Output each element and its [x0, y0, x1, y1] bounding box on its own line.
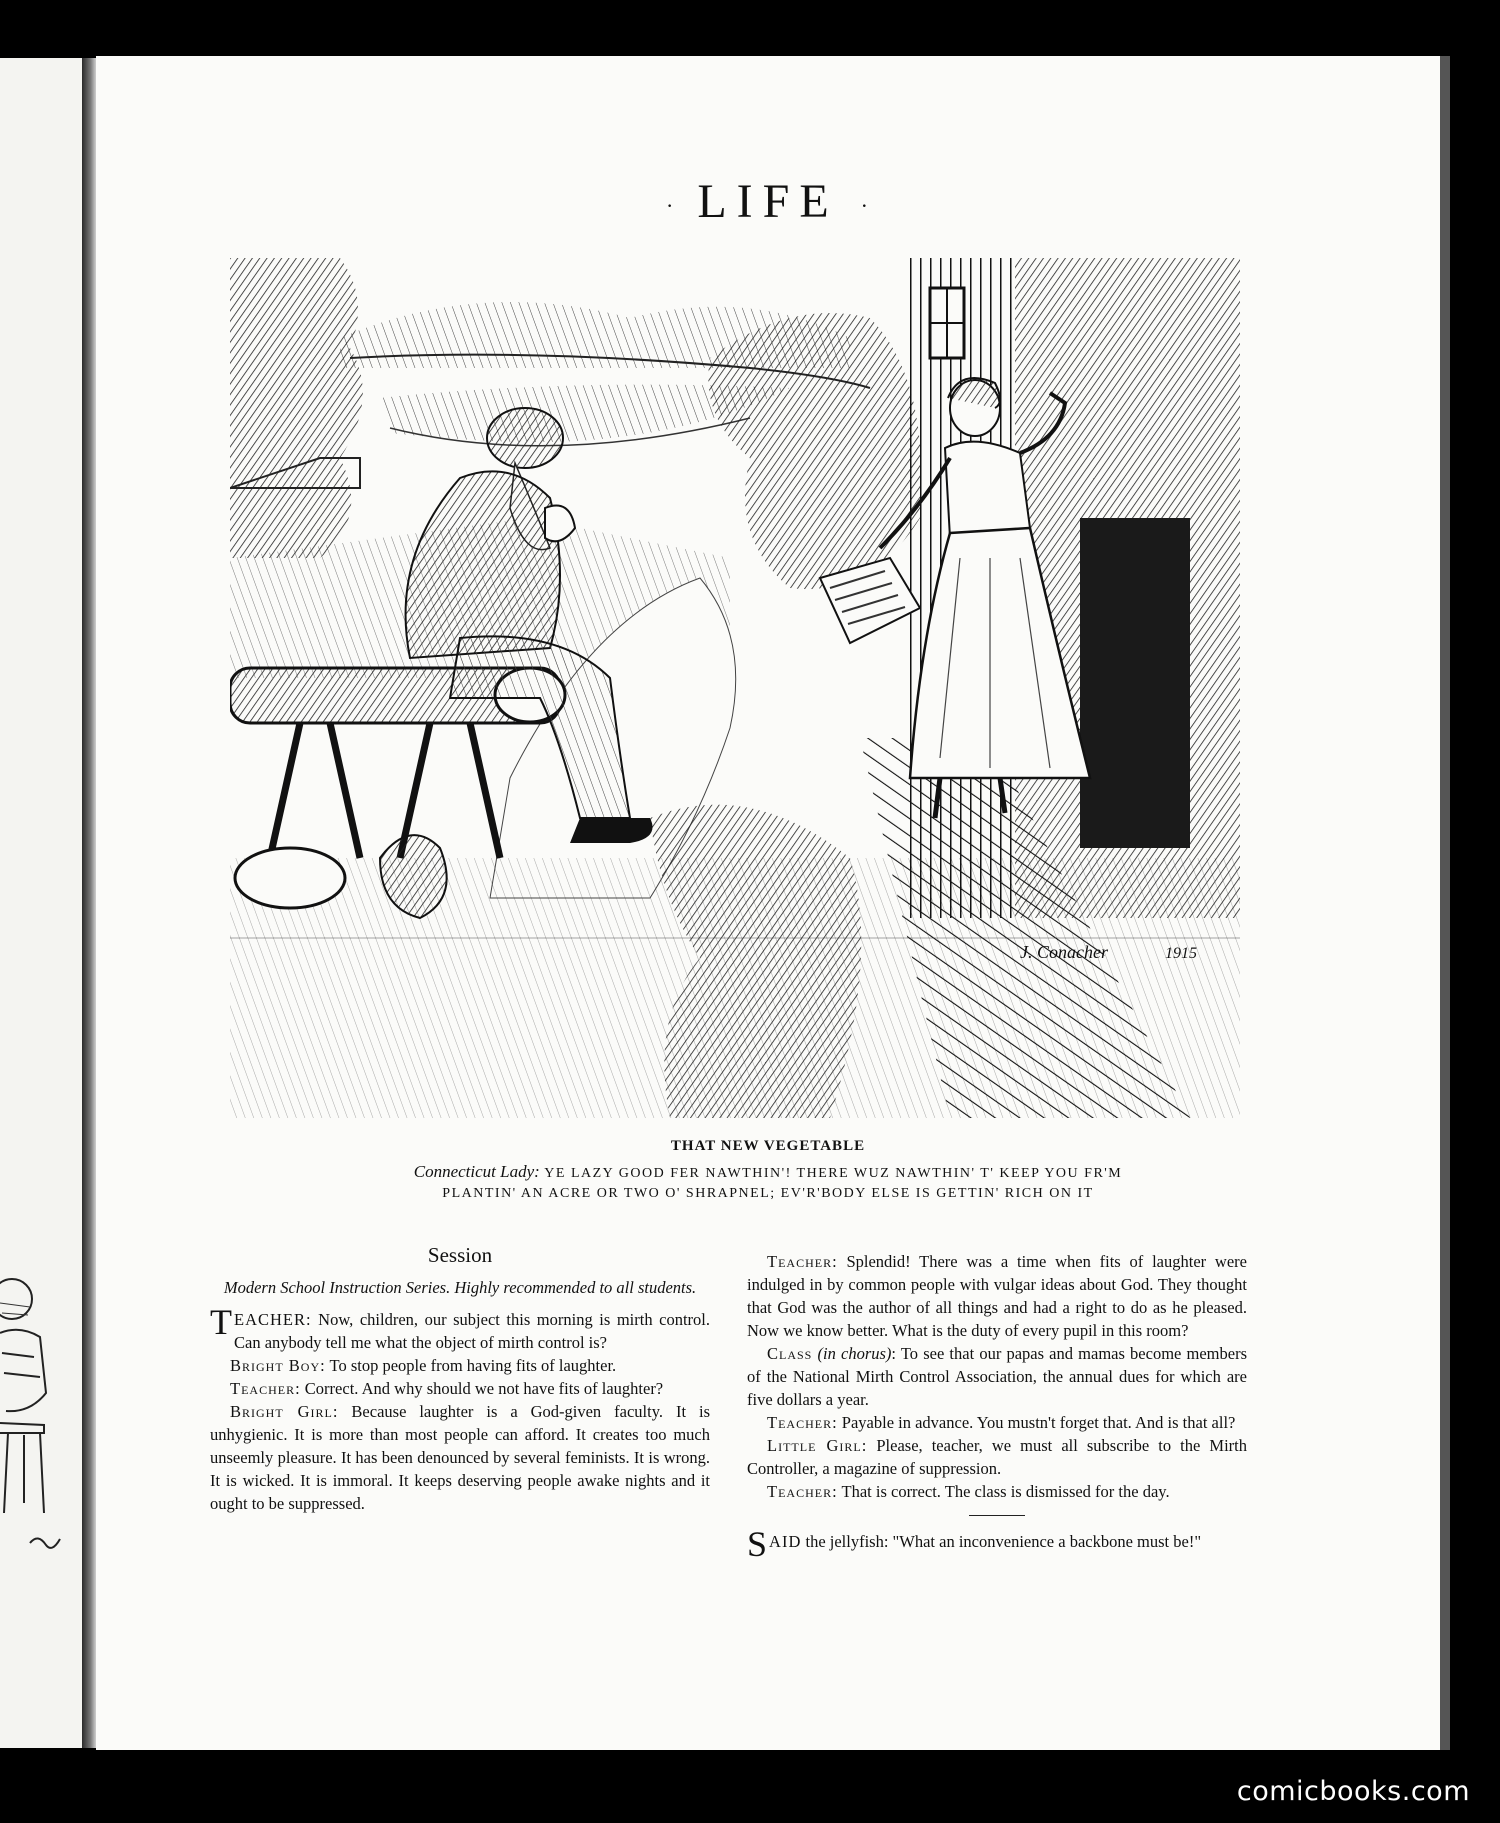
dialogue-text: Payable in advance. You mustn't forget that. And is that all?: [837, 1413, 1236, 1432]
caption-line-1: [96, 1162, 1440, 1182]
caption-line-2: PLANTIN' AN ACRE OR TWO O' SHRAPNEL; EV'R'BODY ELSE IS GETTIN' RICH ON IT: [442, 1186, 1094, 1201]
dialogue-text: Splendid! There was a time when fits of laughter were indulged in by common people with vulgar ideas about God. They thought that God was the author of all things and had a right to do as he pleased. Now we know better. What is the duty of every pupil in this room?: [747, 1252, 1247, 1340]
speaker-label: Bright Boy:: [230, 1356, 326, 1375]
dialogue-paragraph: [747, 1411, 1247, 1434]
page-edge-shadow: [1440, 56, 1450, 1750]
speaker-label: EACHER:: [234, 1310, 312, 1329]
article-left-column: [210, 1244, 710, 1515]
drop-cap: T: [210, 1302, 232, 1342]
dialogue-text: That is correct. The class is dismissed for the day.: [837, 1482, 1170, 1501]
speaker-label: Teacher:: [767, 1252, 838, 1271]
article-title: Session: [427, 1243, 493, 1267]
dialogue-paragraph: [210, 1354, 710, 1377]
facing-page-figure-drawing: [0, 1273, 82, 1573]
dialogue-text: Now, children, our subject this morning is mirth control. Can anybody tell me what the object of mirth control is?: [234, 1310, 710, 1352]
dialogue-text: To stop people from having fits of laughter.: [325, 1356, 617, 1375]
dialogue-paragraph: [747, 1342, 1247, 1411]
speaker-label: Class: [767, 1344, 813, 1363]
wash-basin: [235, 848, 345, 908]
facing-page: [0, 58, 82, 1748]
artist-date: 1915: [1165, 945, 1197, 962]
article-right-column: [747, 1250, 1247, 1564]
dialogue-paragraph: [747, 1480, 1247, 1503]
caption-text-1: YE LAZY GOOD FER NAWTHIN'! THERE WUZ NAWTHIN' T' KEEP YOU FR'M: [544, 1166, 1123, 1181]
masthead-dot-right: ·: [860, 192, 870, 218]
dialogue-paragraph: [747, 1250, 1247, 1342]
dialogue-text: Please, teacher, we must all subscribe to the Mirth Controller, a magazine of suppression.: [747, 1436, 1247, 1478]
cartoon-illustration: [230, 258, 1240, 1118]
speaker-label: Bright Girl:: [230, 1402, 339, 1421]
stage-direction: (in chorus): [817, 1344, 892, 1363]
masthead-dot-left: ·: [666, 192, 676, 218]
speaker-label: Little Girl:: [767, 1436, 868, 1455]
drop-cap: S: [747, 1524, 768, 1564]
caption-title: THAT NEW VEGETABLE: [670, 1138, 866, 1154]
dialogue-text: Because laughter is a God-given faculty. It is unhygienic. It is more than most people can afford. It creates too much unseemly pleasure. It has been denounced by several feminists. It is wrong. It is wicked. It is immoral. It keeps deserving people awake nights and it ought to be suppressed.: [210, 1402, 710, 1513]
artist-signature: J. Conacher: [1020, 942, 1108, 962]
jellyfish-joke: [747, 1524, 1247, 1564]
page-gutter: [82, 58, 96, 1748]
section-divider: [969, 1515, 1025, 1516]
article-subtitle: Modern School Instruction Series. Highly recommended to all students.: [223, 1278, 697, 1297]
dialogue-text: : To see that our papas and mamas become members of the National Mirth Control Association, the annual dues for which are five dollars a year.: [747, 1344, 1247, 1409]
joke-text: the jellyfish: "What an inconvenience a backbone must be!": [801, 1532, 1202, 1551]
dialogue-paragraph: [210, 1302, 710, 1354]
dialogue-paragraph: [747, 1434, 1247, 1480]
dialogue-text: Correct. And why should we not have fits of laughter?: [300, 1379, 664, 1398]
dialogue-paragraph: [210, 1377, 710, 1400]
speaker-label: Teacher:: [767, 1413, 838, 1432]
left-trees: [230, 258, 363, 558]
watermark: comicbooks.com: [1236, 1776, 1470, 1807]
speaker-label: Teacher:: [767, 1482, 838, 1501]
masthead: [96, 174, 1440, 229]
dialogue-paragraph: [210, 1400, 710, 1515]
masthead-title: LIFE: [697, 175, 839, 228]
joke-lead: AID: [769, 1532, 802, 1551]
caption-speaker: Connecticut Lady:: [413, 1162, 540, 1181]
speaker-label: Teacher:: [230, 1379, 301, 1398]
magazine-page: [96, 56, 1440, 1750]
